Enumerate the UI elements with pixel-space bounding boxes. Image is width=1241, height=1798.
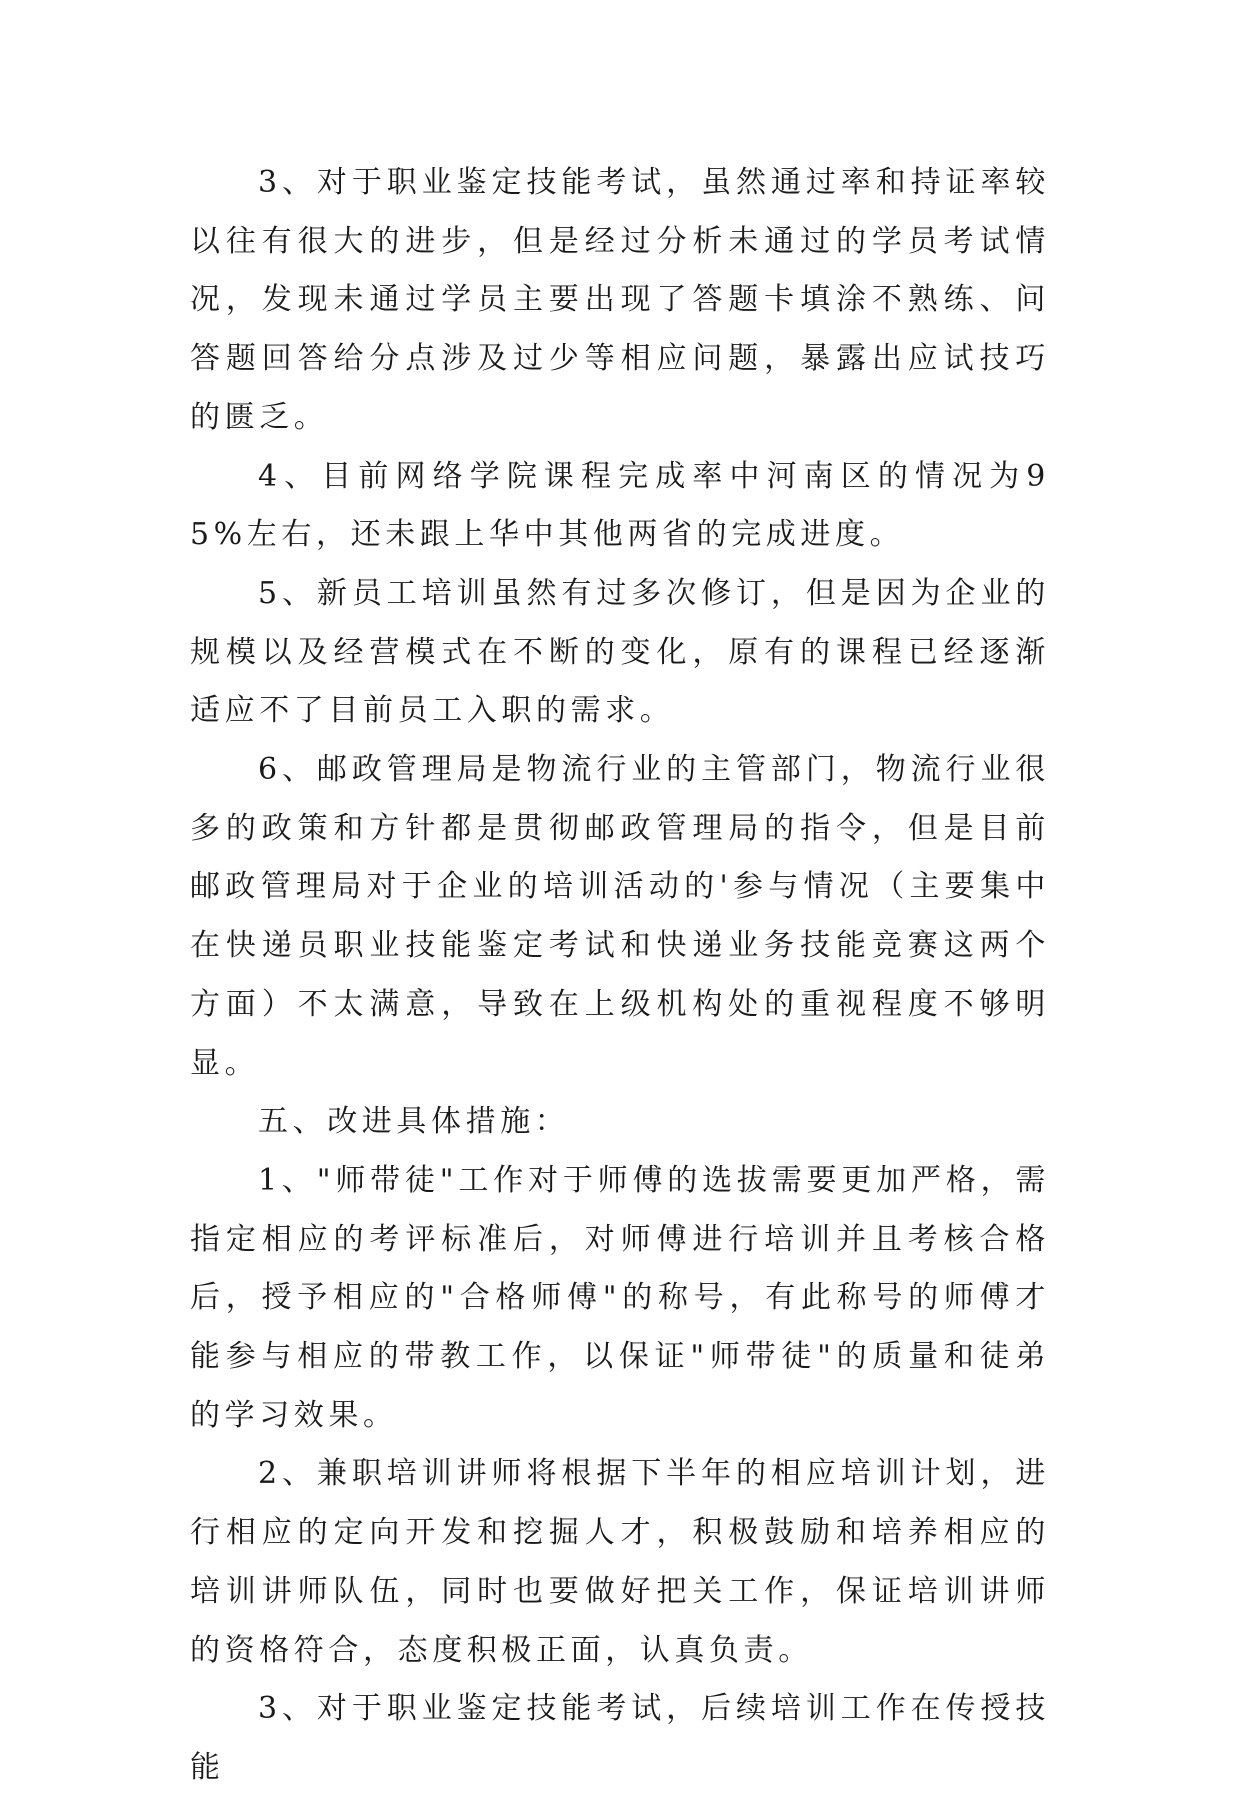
paragraph-exam-pass-rate: 3、对于职业鉴定技能考试，虽然通过率和持证率较以往有很大的进步，但是经过分析未通过的学员考试情况，发现未通过学员主要出现了答题卡填涂不熟练、问答题回答给分点涉及过少等相应问题，暴露出应试技巧的匮乏。	[190, 165, 1050, 435]
paragraph-online-course-completion: 4、目前网络学院课程完成率中河南区的情况为95%左右，还未跟上华中其他两省的完成进度。	[190, 458, 1050, 553]
paragraph-postal-bureau: 6、邮政管理局是物流行业的主管部门，物流行业很多的政策和方针都是贯彻邮政管理局的指令，但是目前邮政管理局对于企业的培训活动的'参与情况（主要集中在快递员职业技能鉴定考试和快递业务技能竞赛这两个方面）不太满意，导致在上级机构处的重视程度不够明显。	[190, 752, 1050, 1081]
paragraph-exam-training-followup: 3、对于职业鉴定技能考试，后续培训工作在传授技能	[190, 1691, 1050, 1785]
section-heading-improvement-measures: 五、改进具体措施：	[258, 1104, 570, 1140]
paragraph-new-employee-training: 5、新员工培训虽然有过多次修订，但是因为企业的规模以及经营模式在不断的变化，原有的课程已经逐渐适应不了目前员工入职的需求。	[190, 575, 1050, 729]
paragraph-part-time-trainers: 2、兼职培训讲师将根据下半年的相应培训计划，进行相应的定向开发和挖掘人才，积极鼓励和培养相应的培训讲师队伍，同时也要做好把关工作，保证培训讲师的资格符合，态度积极正面，认真负责。	[190, 1456, 1050, 1668]
document-body	[190, 154, 1050, 1798]
paragraph-mentor-selection: 1、"师带徒"工作对于师傅的选拔需要更加严格，需指定相应的考评标准后，对师傅进行培训并且考核合格后，授予相应的"合格师傅"的称号，有此称号的师傅才能参与相应的带教工作，以保证"师带徒"的质量和徒弟的学习效果。	[190, 1162, 1050, 1433]
